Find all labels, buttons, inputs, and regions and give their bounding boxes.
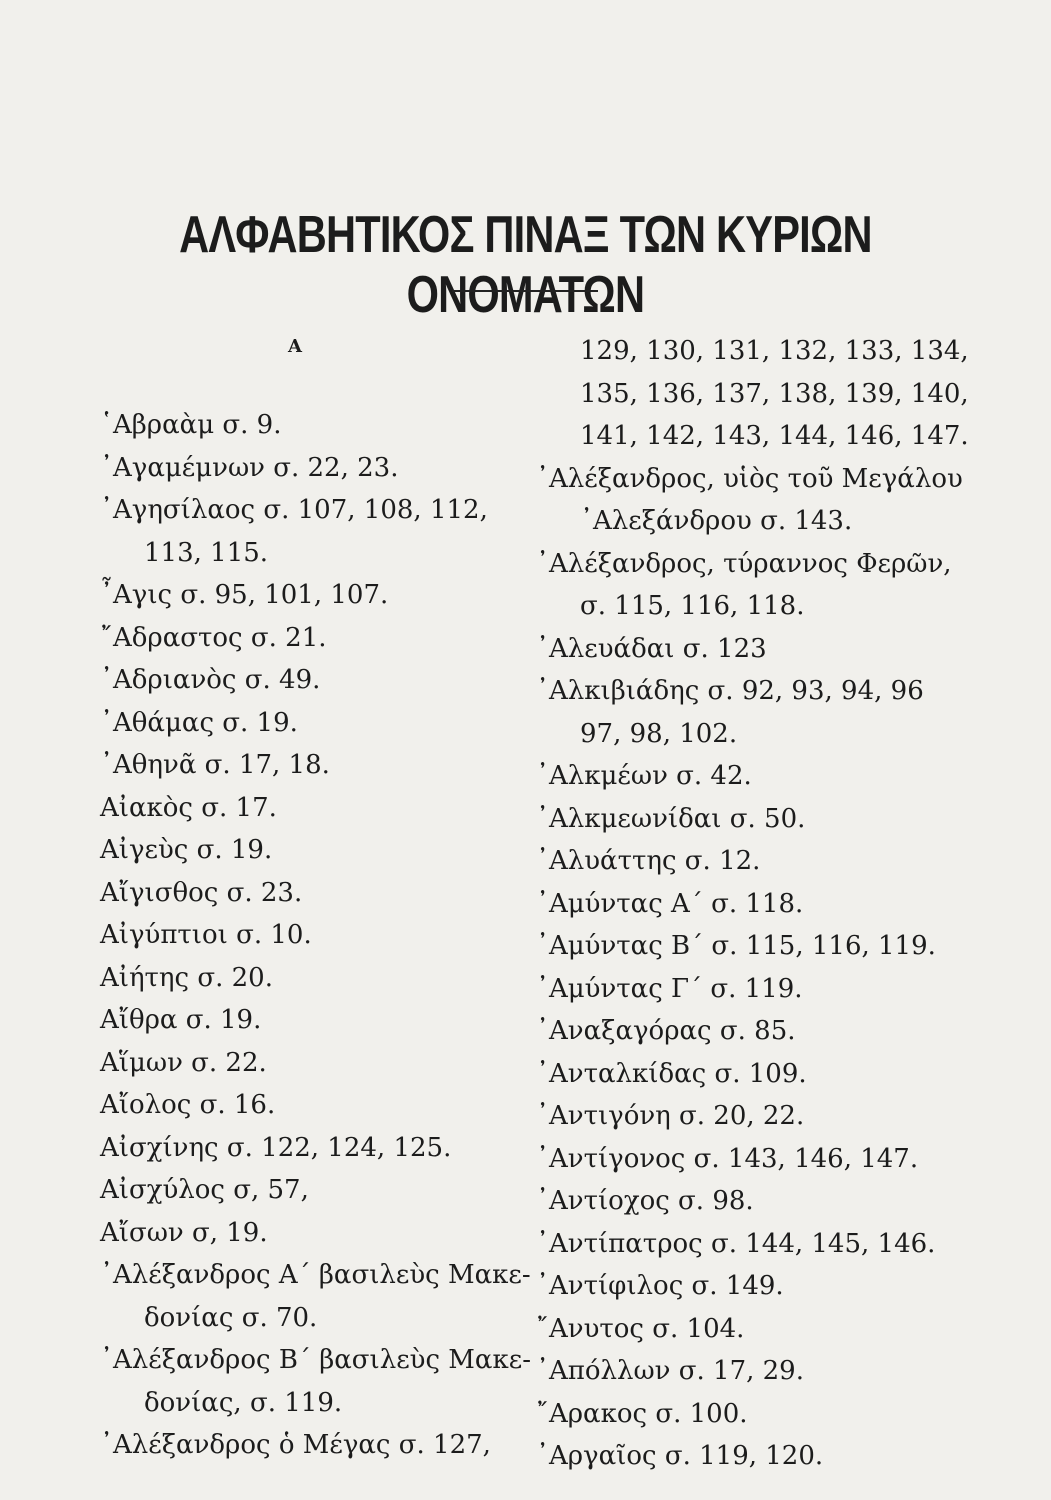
index-entry: ᾿Αγαμέμνων σ. 22, 23.: [100, 452, 399, 483]
title-underline: [452, 290, 598, 292]
index-entry: ᾿Αλκμέων σ. 42.: [536, 761, 752, 791]
index-entry: ᾿Αδριανὸς σ. 49.: [100, 665, 321, 695]
index-entry: ᾿Αμύντας Γ΄ σ. 119.: [536, 973, 803, 1004]
index-entry: 97, 98, 102.: [580, 718, 738, 749]
index-entry: ᾿Αντίπατρος σ. 144, 145, 146.: [536, 1228, 936, 1259]
section-letter: Α: [288, 336, 302, 357]
index-entry: Αἰσχύλος σ, 57,: [100, 1175, 309, 1205]
index-entry: ῏Αγις σ. 95, 101, 107.: [100, 580, 389, 610]
index-entry: ᾿Αντίφιλος σ. 149.: [536, 1271, 784, 1301]
index-entry: Αἴολος σ. 16.: [100, 1090, 276, 1120]
index-entry: ᾿Αναξαγόρας σ. 85.: [536, 1016, 796, 1046]
index-entry: Αἰγεὺς σ. 19.: [100, 835, 273, 865]
index-entry: ᾿Αλέξανδρος Α΄ βασιλεὺς Μακε-: [100, 1260, 531, 1290]
index-entry: ᾿Αλυάττης σ. 12.: [536, 846, 761, 876]
index-entry: ᾿Αθηνᾶ σ. 17, 18.: [100, 750, 330, 780]
index-entry: 113, 115.: [144, 537, 269, 568]
index-entry: ᾿Αλευάδαι σ. 123: [536, 633, 767, 664]
index-entry: ᾿Αλέξανδρος, τύραννος Φερῶν,: [536, 548, 952, 579]
right-column: [536, 330, 976, 1478]
index-entry: 129, 130, 131, 132, 133, 134,: [580, 336, 969, 366]
index-entry: σ. 115, 116, 118.: [580, 591, 805, 621]
left-column: [100, 330, 531, 1467]
index-entry: ῎Αδραστος σ. 21.: [100, 622, 327, 653]
index-entry: Αἰσχίνης σ. 122, 124, 125.: [100, 1132, 452, 1163]
index-entry: Αἴθρα σ. 19.: [100, 1005, 262, 1035]
index-entry: ῾Αβραὰμ σ. 9.: [100, 410, 282, 440]
page-title: ΑΛΦΑΒΗΤΙΚΟΣ ΠΙΝΑΞ ΤΩΝ ΚΥΡΙΩΝ ΟΝΟΜΑΤΩΝ: [179, 206, 872, 324]
index-entry: ᾿Αντίοχος σ. 98.: [536, 1186, 754, 1216]
index-entry: ᾿Αλέξανδρος ὁ Μέγας σ. 127,: [100, 1430, 491, 1460]
index-entry: ᾿Αμύντας Α΄ σ. 118.: [536, 888, 804, 919]
index-entry: ᾿Απόλλων σ. 17, 29.: [536, 1356, 804, 1386]
index-entry: ᾿Αντίγονος σ. 143, 146, 147.: [536, 1143, 919, 1174]
index-entry: ᾿Αργαῖος σ. 119, 120.: [536, 1441, 824, 1471]
index-entry: ᾿Αντιγόνη σ. 20, 22.: [536, 1101, 805, 1131]
index-entry: ῎Ανυτος σ. 104.: [536, 1313, 745, 1344]
index-entry: Αἰήτης σ. 20.: [100, 962, 273, 993]
index-entry: Αἵμων σ. 22.: [100, 1047, 267, 1078]
left-entries: [100, 404, 531, 1467]
index-entry: Αἴσων σ, 19.: [100, 1217, 268, 1248]
index-entry: Αἴγισθος σ. 23.: [100, 877, 303, 908]
index-entry: δονίας σ. 70.: [144, 1302, 318, 1333]
index-entry: 135, 136, 137, 138, 139, 140,: [580, 378, 969, 409]
index-entry: ῎Αρακος σ. 100.: [536, 1398, 748, 1429]
right-entries: [536, 330, 976, 1478]
index-entry: ᾿Ανταλκίδας σ. 109.: [536, 1058, 807, 1089]
index-entry: ᾿Αλέξανδρος Β΄ βασιλεὺς Μακε-: [100, 1345, 531, 1375]
index-entry: ᾿Αγησίλαος σ. 107, 108, 112,: [100, 495, 488, 525]
index-entry: Αἰακὸς σ. 17.: [100, 792, 277, 823]
index-entry: ᾿Αλκιβιάδης σ. 92, 93, 94, 96: [536, 676, 924, 706]
index-entry: ᾿Αλκμεωνίδαι σ. 50.: [536, 803, 806, 834]
index-entry: ᾿Αμύντας Β΄ σ. 115, 116, 119.: [536, 931, 936, 961]
index-entry: ᾿Αλέξανδρος, υἱὸς τοῦ Μεγάλου: [536, 463, 963, 494]
index-entry: 141, 142, 143, 144, 146, 147.: [580, 421, 969, 451]
index-entry: ᾿Αλεξάνδρου σ. 143.: [580, 506, 853, 536]
index-entry: Αἰγύπτιοι σ. 10.: [100, 920, 312, 950]
index-entry: ᾿Αθάμας σ. 19.: [100, 707, 298, 738]
index-entry: δονίας, σ. 119.: [144, 1387, 343, 1418]
